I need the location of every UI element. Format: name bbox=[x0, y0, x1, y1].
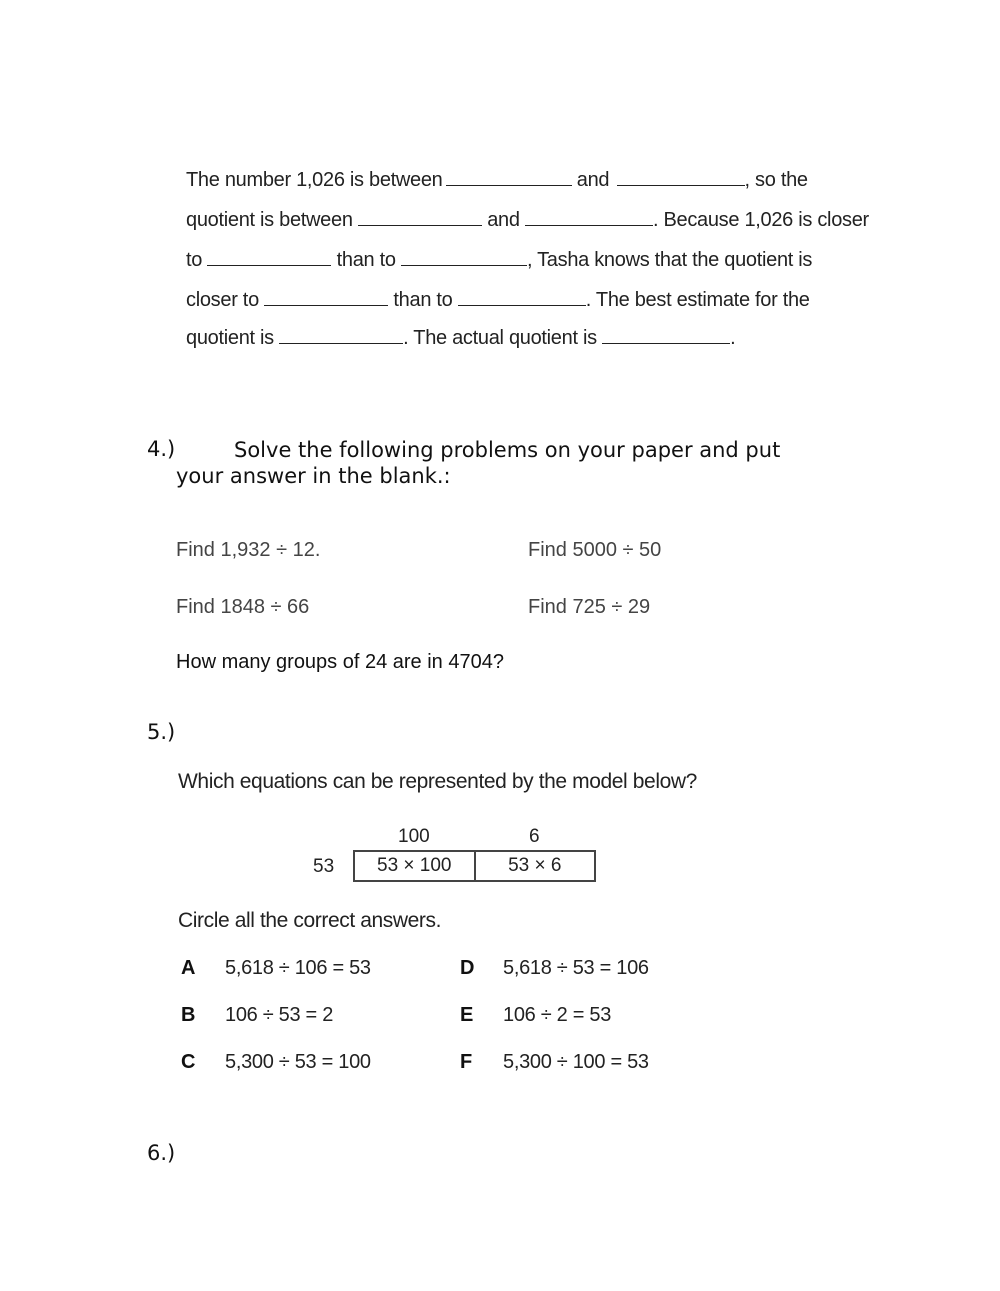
option-equation: 5,618 ÷ 53 = 106 bbox=[503, 957, 649, 979]
option-letter: F bbox=[460, 1051, 473, 1073]
passage-text: quotient is between bbox=[186, 209, 353, 231]
answer-blank[interactable] bbox=[525, 207, 653, 226]
passage-text: , Tasha knows that the quotient is bbox=[526, 249, 813, 271]
model-top-right-label: 6 bbox=[529, 826, 540, 847]
option-letter: A bbox=[181, 957, 196, 979]
answer-blank[interactable] bbox=[401, 247, 527, 266]
passage-text: and bbox=[487, 209, 520, 231]
question-4-number: 4.) bbox=[147, 437, 176, 461]
instruction-text: Circle all the correct answers. bbox=[178, 909, 442, 932]
question-5-text: Which equations can be represented by the model below? bbox=[178, 770, 697, 793]
option-letter: C bbox=[181, 1051, 196, 1073]
passage-text: . bbox=[730, 327, 736, 349]
model-side-label: 53 bbox=[313, 856, 335, 877]
passage-text: and bbox=[576, 169, 610, 191]
option-d[interactable] bbox=[460, 957, 649, 980]
option-f[interactable] bbox=[460, 1051, 649, 1074]
option-e[interactable] bbox=[460, 1004, 612, 1027]
model-cell-left: 53 × 100 bbox=[377, 855, 452, 876]
problem-5: How many groups of 24 are in 4704? bbox=[176, 651, 504, 673]
option-equation: 5,618 ÷ 106 = 53 bbox=[225, 957, 371, 979]
passage-line-4 bbox=[186, 287, 810, 312]
answer-blank[interactable] bbox=[207, 247, 331, 266]
answer-blank[interactable] bbox=[279, 325, 403, 344]
passage-line-3 bbox=[186, 247, 812, 272]
option-b[interactable] bbox=[181, 1004, 334, 1027]
passage-text: closer to bbox=[186, 289, 259, 311]
passage-text: . The actual quotient is bbox=[403, 327, 597, 349]
question-4-text-line-1: Solve the following problems on your paper and put bbox=[234, 438, 781, 462]
option-equation: 106 ÷ 53 = 2 bbox=[225, 1004, 334, 1026]
answer-blank[interactable] bbox=[264, 287, 388, 306]
option-a[interactable] bbox=[181, 957, 371, 980]
passage-text: than to bbox=[336, 249, 396, 271]
passage-line-5 bbox=[186, 325, 735, 350]
passage-text: , so the bbox=[744, 169, 808, 191]
passage-text: . Because 1,026 is closer bbox=[652, 209, 869, 231]
answer-blank[interactable] bbox=[617, 167, 745, 186]
passage-text: The number 1,026 is between bbox=[186, 169, 443, 191]
model-box bbox=[353, 850, 596, 882]
passage-line-1 bbox=[186, 167, 808, 192]
question-4-text-line-2: your answer in the blank.: bbox=[176, 464, 451, 488]
answer-blank[interactable] bbox=[602, 325, 730, 344]
answer-blank[interactable] bbox=[446, 167, 572, 186]
passage-text: quotient is bbox=[186, 327, 274, 349]
option-equation: 5,300 ÷ 100 = 53 bbox=[503, 1051, 649, 1073]
model-cell-right: 53 × 6 bbox=[474, 852, 595, 880]
passage-line-2 bbox=[186, 207, 869, 232]
option-c[interactable] bbox=[181, 1051, 371, 1074]
question-6-number: 6.) bbox=[147, 1141, 176, 1165]
option-letter: E bbox=[460, 1004, 474, 1026]
passage-text: than to bbox=[393, 289, 453, 311]
option-letter: D bbox=[460, 957, 475, 979]
passage-text: to bbox=[186, 249, 203, 271]
problem-2: Find 5000 ÷ 50 bbox=[528, 539, 662, 561]
option-equation: 5,300 ÷ 53 = 100 bbox=[225, 1051, 371, 1073]
problem-1: Find 1,932 ÷ 12. bbox=[176, 539, 321, 561]
question-5-number: 5.) bbox=[147, 720, 176, 744]
problem-4: Find 725 ÷ 29 bbox=[528, 596, 651, 618]
problem-3: Find 1848 ÷ 66 bbox=[176, 596, 310, 618]
option-equation: 106 ÷ 2 = 53 bbox=[503, 1004, 612, 1026]
answer-blank[interactable] bbox=[358, 207, 482, 226]
answer-blank[interactable] bbox=[458, 287, 586, 306]
option-letter: B bbox=[181, 1004, 196, 1026]
model-top-left-label: 100 bbox=[398, 826, 430, 847]
passage-text: . The best estimate for the bbox=[585, 289, 810, 311]
